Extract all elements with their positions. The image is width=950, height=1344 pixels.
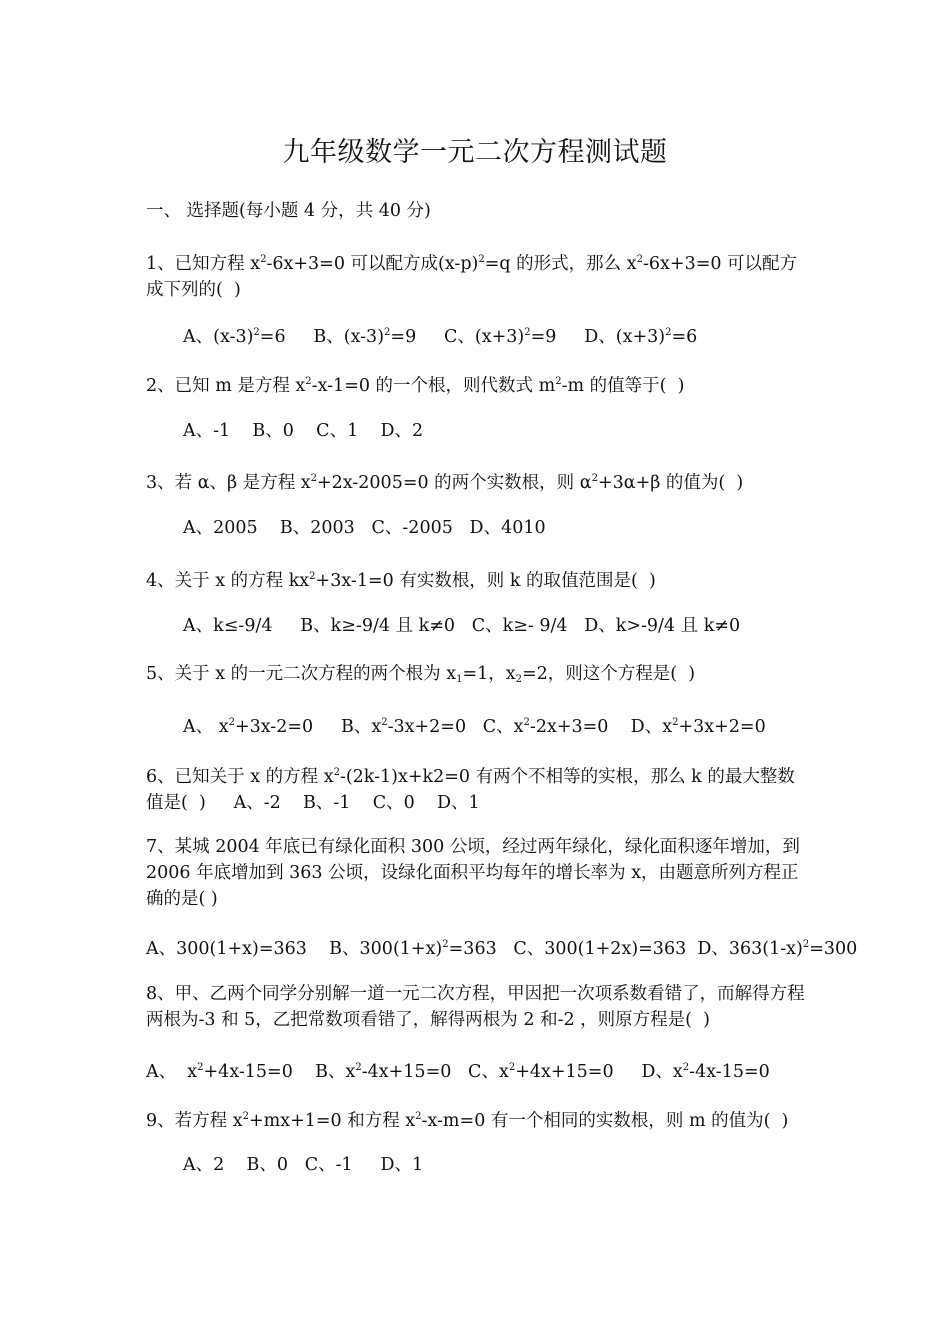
question-5-options: A、 $x^2+3x-2=0$ B、$x^2-3x+2=0$ C、$x^2-2x+3=0$ D、$x^2+3x+2=0$ [183,717,766,737]
question-7-options: A、300(1+x)=363 B、$300(1+x)^2=363$ C、300(1+2x)=363 D、$363(1-x)^2=300$ [146,939,858,959]
question-3-options: A、2005 B、2003 C、-2005 D、4010 [183,518,546,538]
question-4-options: A、k≤-9/4 B、k≥-9/4 且 k≠0 C、k≥- 9/4 D、k>-9/4 且 k≠0 [183,616,741,636]
question-7-stem: 7、某城 2004 年底已有绿化面积 300 公顷，经过两年绿化，绿化面积逐年增加，到 2006 年底增加到 363 公顷，设绿化面积平均每年的增长率为 x，由题意所列方程正确的是( ) [146,837,800,909]
question-5-stem: 5、关于 x 的一元二次方程的两个根为 $x_1=1$，$x_2=2$，则这个方程是( ) [146,664,696,685]
question-9-options: A、2 B、0 C、-1 D、1 [183,1155,424,1175]
question-4-stem: 4、关于 x 的方程 $kx^2+3x-1=0$ 有实数根，则 k 的取值范围是( ) [146,571,656,591]
section-heading: 一、 选择题(每小题 4 分，共 40 分) [146,201,431,221]
document-title: 九年级数学一元二次方程测试题 [282,137,668,168]
question-9-stem: 9、若方程 $x^2+mx+1=0$ 和方程 $x^2-x-m=0$ 有一个相同的实数根，则 m 的值为( ) [146,1111,789,1131]
question-6-stem: 6、已知关于 x 的方程 $x^2-(2k-1)x+k2=0$ 有两个不相等的实根，那么 k 的最大整数值是( ) A、-2 B、-1 C、0 D、1 [146,767,795,813]
question-8-stem: 8、甲、乙两个同学分别解一道一元二次方程，甲因把一次项系数看错了，而解得方程两根为-3 和 5，乙把常数项看错了，解得两根为 2 和-2 ，则原方程是( ) [146,984,805,1030]
question-8-options: A、 $x^2+4x-15=0$ B、$x^2-4x+15=0$ C、$x^2+4x+15=0$ D、$x^2-4x-15=0$ [146,1062,770,1082]
question-3-stem: 3、若 α、β 是方程 $x^2+2x-2005=0$ 的两个实数根，则 $\alpha^2+3\alpha+\beta$ 的值为( ) [146,473,744,493]
question-2-stem: 2、已知 m 是方程 $x^2-x-1=0$ 的一个根，则代数式 $m^2-m$ 的值等于( ) [146,376,685,396]
question-1-stem: 1、已知方程 $x^2-6x+3=0$ 可以配方成$(x-p)^2=q$ 的形式，那么 $x^2-6x+3=0$ 可以配方成下列的( ) [146,254,798,300]
question-1-options: A、$(x-3)^2=6$ B、$(x-3)^2=9$ C、$(x+3)^2=9$ D、$(x+3)^2=6$ [183,327,698,347]
question-2-options: A、-1 B、0 C、1 D、2 [183,421,424,441]
